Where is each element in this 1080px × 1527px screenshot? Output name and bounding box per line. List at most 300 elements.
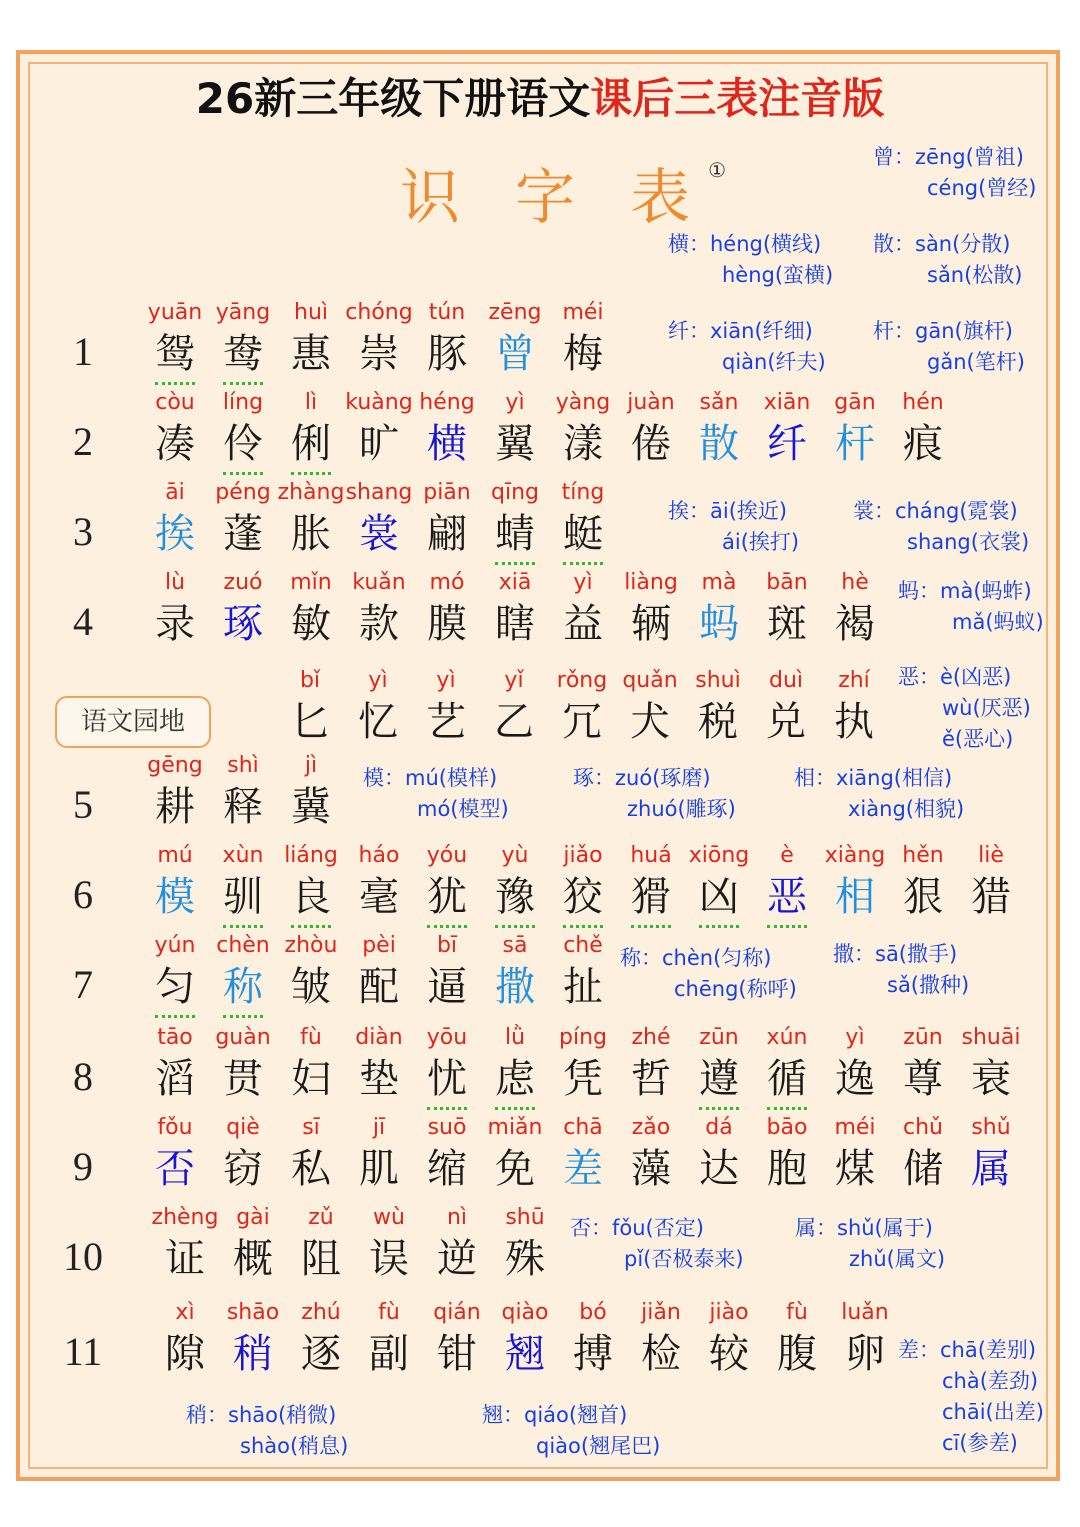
hanzi: 差 [563, 1146, 603, 1192]
note-reading: qiào(翘尾巴) [536, 1434, 661, 1458]
character-cell [344, 480, 414, 562]
pinyin: jiào [709, 1300, 749, 1325]
hanzi: 窃 [223, 1146, 263, 1192]
hanzi: 忧 [427, 1051, 467, 1110]
character-cell [140, 1115, 210, 1197]
hanzi: 翘 [505, 1331, 545, 1377]
character-cell [412, 390, 482, 472]
pinyin: lì [304, 390, 318, 415]
pinyin: shǔ [971, 1115, 1011, 1140]
hanzi: 虑 [495, 1051, 535, 1110]
row-number: 10 [63, 1234, 103, 1279]
character-cell [218, 1300, 288, 1382]
note-line [898, 1428, 1044, 1459]
pinyin: zhú [301, 1300, 341, 1325]
hanzi: 遵 [699, 1051, 739, 1110]
note-reading: ái(挨打) [722, 530, 800, 554]
pinyin: rǒng [556, 668, 608, 693]
pinyin: yún [154, 933, 196, 958]
hanzi: 释 [223, 784, 263, 830]
subtitle-footnote-mark: ① [708, 158, 727, 182]
character-cell [480, 570, 550, 652]
hanzi: 凶 [699, 869, 739, 928]
character-cell [820, 570, 890, 652]
hanzi: 证 [165, 1236, 205, 1282]
note-char: 散： [873, 232, 915, 256]
character-cell [888, 390, 958, 472]
section-subtitle [400, 150, 726, 236]
pinyin: hěn [902, 843, 944, 868]
note-reading: sǎn(松散) [927, 263, 1023, 287]
note-line [898, 693, 1031, 724]
pinyin: tíng [561, 480, 605, 505]
pinyin: liè [978, 843, 1004, 868]
note-reading: sā(撒手) [875, 942, 958, 966]
hanzi: 翩 [427, 511, 467, 557]
note-line [898, 1366, 1044, 1397]
character-cell [412, 843, 482, 928]
note-reading: mǎ(蚂蚁) [952, 610, 1044, 634]
note-line [573, 794, 736, 825]
note-line [898, 576, 1044, 607]
character-cell [684, 570, 754, 652]
pinyin: shuāi [961, 1025, 1021, 1050]
pinyin: chě [563, 933, 603, 958]
hanzi: 缩 [427, 1146, 467, 1192]
pinyin: suō [427, 1115, 467, 1140]
pinyin: gān [834, 390, 876, 415]
pinyin: xì [175, 1300, 195, 1325]
pinyin: mó [429, 570, 465, 595]
character-cell [616, 1025, 686, 1107]
pinyin: è [780, 843, 794, 868]
pinyin: huá [630, 843, 672, 868]
character-cell [276, 300, 346, 382]
note-reading: ě(恶心) [942, 727, 1014, 751]
pinyin: jiǎn [641, 1300, 681, 1325]
pinyin: zhé [631, 1025, 671, 1050]
pinyin: mà [701, 570, 737, 595]
pinyin: xiōng [688, 843, 750, 868]
character-cell [956, 1115, 1026, 1197]
note-reading: sàn(分散) [915, 232, 1011, 256]
pinyin: zūn [699, 1025, 739, 1050]
character-cell [548, 933, 618, 1015]
row-number: 1 [73, 329, 93, 374]
character-cell [276, 390, 346, 475]
note-line [668, 229, 833, 260]
character-cell [344, 300, 414, 382]
character-cell [480, 480, 550, 565]
hanzi: 隙 [165, 1331, 205, 1377]
character-cell [208, 1025, 278, 1107]
character-cell [616, 390, 686, 472]
character-cell [412, 570, 482, 652]
hanzi: 挨 [155, 511, 195, 557]
note-reading: xiāng(相信) [836, 766, 953, 790]
pinyin: zuó [223, 570, 263, 595]
polyphone-note [668, 316, 826, 378]
hanzi: 配 [359, 964, 399, 1010]
hanzi: 胞 [767, 1146, 807, 1192]
hanzi: 犬 [630, 699, 670, 745]
note-line [795, 1213, 945, 1244]
hanzi: 副 [369, 1331, 409, 1377]
character-cell [752, 1025, 822, 1110]
note-char: 差： [898, 1338, 940, 1362]
note-reading: mà(蚂蚱) [940, 579, 1032, 603]
note-reading: chèn(匀称) [662, 946, 772, 970]
pinyin: chèn [216, 933, 270, 958]
note-reading: cī(参差) [942, 1431, 1018, 1455]
hanzi: 逼 [427, 964, 467, 1010]
note-line [570, 1213, 744, 1244]
pinyin: hè [841, 570, 869, 595]
hanzi: 逐 [301, 1331, 341, 1377]
hanzi: 储 [903, 1146, 943, 1192]
pinyin: zēng [488, 300, 542, 325]
character-cell [684, 1025, 754, 1110]
note-line [873, 316, 1025, 347]
character-cell [344, 933, 414, 1015]
note-line [620, 974, 797, 1005]
pinyin: shuì [695, 668, 741, 693]
hanzi: 较 [709, 1331, 749, 1377]
note-char: 裳： [853, 499, 895, 523]
note-char: 蚂： [898, 579, 940, 603]
character-cell [616, 843, 686, 928]
character-cell [344, 1025, 414, 1107]
note-char: 撒： [833, 942, 875, 966]
note-line [363, 763, 509, 794]
pinyin: nì [446, 1205, 468, 1230]
pinyin: méi [834, 1115, 876, 1140]
pinyin: qiào [501, 1300, 549, 1325]
hanzi: 冗 [562, 699, 602, 745]
character-cell [956, 843, 1026, 925]
pinyin: yāng [215, 300, 271, 325]
note-reading: chāi(出差) [942, 1400, 1044, 1424]
pinyin: zhàng [277, 480, 345, 505]
pinyin: kuàng [345, 390, 413, 415]
hanzi: 录 [155, 601, 195, 647]
hanzi: 散 [699, 421, 739, 467]
character-cell [344, 843, 414, 925]
pinyin: lǜ [504, 1025, 526, 1050]
character-cell [762, 1300, 832, 1382]
character-cell [888, 843, 958, 925]
polyphone-note [833, 939, 969, 1001]
note-char: 否： [570, 1216, 612, 1240]
pinyin: zūn [903, 1025, 943, 1050]
pinyin: yóu [426, 843, 468, 868]
character-cell [140, 1025, 210, 1107]
hanzi: 毫 [359, 874, 399, 920]
pinyin: fù [300, 1025, 322, 1050]
pinyin: liáng [284, 843, 338, 868]
character-cell [276, 480, 346, 562]
pinyin: xiàng [824, 843, 886, 868]
hanzi: 旷 [359, 421, 399, 467]
note-line [668, 527, 799, 558]
character-cell [286, 1300, 356, 1382]
hanzi: 忆 [358, 699, 398, 745]
hanzi: 垫 [359, 1056, 399, 1102]
pinyin: yì [845, 1025, 865, 1050]
character-cell [422, 1300, 492, 1382]
character-cell [208, 753, 278, 835]
character-cell [354, 1300, 424, 1382]
pinyin: yōu [426, 1025, 468, 1050]
hanzi: 哲 [631, 1056, 671, 1102]
hanzi: 斑 [767, 601, 807, 647]
hanzi: 曾 [495, 331, 535, 377]
pinyin: zhí [838, 668, 870, 693]
character-cell [276, 1115, 346, 1197]
hanzi: 阻 [301, 1236, 341, 1282]
hanzi: 杆 [835, 421, 875, 467]
pinyin: tún [428, 300, 466, 325]
hanzi: 裳 [359, 511, 399, 557]
character-cell [480, 843, 550, 928]
pinyin: xùn [222, 843, 264, 868]
hanzi: 扯 [563, 964, 603, 1010]
hanzi: 崇 [359, 331, 399, 377]
polyphone-note [573, 763, 736, 825]
pinyin: jī [372, 1115, 386, 1140]
pinyin: yì [436, 668, 456, 693]
pinyin: fǒu [157, 1115, 193, 1140]
row-number: 11 [63, 1329, 103, 1374]
character-cell [344, 1115, 414, 1197]
pinyin: píng [559, 1025, 607, 1050]
pinyin: háo [358, 843, 400, 868]
hanzi: 胀 [291, 511, 331, 557]
character-cell [140, 753, 210, 835]
pinyin: bī [436, 933, 458, 958]
pinyin: āi [165, 480, 185, 505]
character-cell [276, 570, 346, 652]
pinyin: dá [705, 1115, 733, 1140]
character-cell [752, 1115, 822, 1197]
hanzi: 概 [233, 1236, 273, 1282]
note-line [794, 763, 964, 794]
pinyin: chóng [345, 300, 413, 325]
pinyin: líng [222, 390, 264, 415]
character-cell [208, 570, 278, 652]
pinyin: bǐ [299, 668, 321, 693]
pinyin: qián [433, 1300, 481, 1325]
pinyin: yàng [555, 390, 611, 415]
character-cell [412, 480, 482, 562]
hanzi: 卵 [845, 1331, 885, 1377]
row-number: 6 [73, 872, 93, 917]
character-cell [344, 570, 414, 652]
character-cell [752, 843, 822, 928]
note-reading: è(凶恶) [940, 665, 1012, 689]
pinyin: tāo [157, 1025, 193, 1050]
pinyin: wù [373, 1205, 405, 1230]
note-char: 恶： [898, 665, 940, 689]
pinyin: xiā [498, 570, 532, 595]
pinyin: huì [294, 300, 328, 325]
character-cell [490, 1205, 560, 1287]
pinyin: shū [505, 1205, 545, 1230]
character-cell [208, 480, 278, 562]
hanzi: 梅 [563, 331, 603, 377]
character-cell [820, 390, 890, 472]
note-line [668, 316, 826, 347]
pinyin: guàn [215, 1025, 271, 1050]
pinyin: hén [902, 390, 944, 415]
character-cell [956, 1025, 1026, 1107]
hanzi: 凭 [563, 1056, 603, 1102]
pinyin: jiǎo [563, 843, 603, 868]
hanzi: 伶 [223, 416, 263, 475]
note-line [898, 1335, 1044, 1366]
character-cell [490, 1300, 560, 1382]
note-reading: fǒu(否定) [612, 1216, 704, 1240]
pinyin: lù [164, 570, 186, 595]
polyphone-note [853, 496, 1029, 558]
character-cell [751, 668, 821, 750]
hanzi: 犹 [427, 869, 467, 928]
character-cell [819, 668, 889, 750]
hanzi: 蚂 [699, 601, 739, 647]
hanzi: 狡 [563, 869, 603, 928]
character-cell [412, 1025, 482, 1110]
character-cell [820, 843, 890, 925]
character-cell [354, 1205, 424, 1287]
pinyin: bó [579, 1300, 607, 1325]
hanzi: 凑 [155, 421, 195, 467]
hanzi: 否 [155, 1146, 195, 1192]
note-line [898, 662, 1031, 693]
hanzi: 纤 [767, 421, 807, 467]
pinyin: mǐn [290, 570, 332, 595]
row-number: 9 [73, 1144, 93, 1189]
note-char: 模： [363, 766, 405, 790]
polyphone-note [794, 763, 964, 825]
note-reading: pǐ(否极泰来) [624, 1247, 744, 1271]
hanzi: 豫 [495, 869, 535, 928]
polyphone-note [620, 943, 797, 1005]
pinyin: miǎn [487, 1115, 543, 1140]
hanzi: 称 [223, 959, 263, 1018]
hanzi: 循 [767, 1051, 807, 1110]
hanzi: 私 [291, 1146, 331, 1192]
note-reading: zhuó(雕琢) [627, 797, 736, 821]
note-char: 横： [668, 232, 710, 256]
note-reading: qiàn(纤夫) [722, 350, 826, 374]
note-line [898, 1397, 1044, 1428]
note-line [668, 260, 833, 291]
hanzi: 瞎 [495, 601, 535, 647]
hanzi: 款 [359, 601, 399, 647]
hanzi: 兑 [766, 699, 806, 745]
character-cell [684, 390, 754, 472]
hanzi: 驯 [223, 869, 263, 928]
note-reading: shào(稍息) [240, 1434, 349, 1458]
row-number: 7 [73, 962, 93, 1007]
note-reading: xiàng(相貌) [848, 797, 965, 821]
pinyin: xiān [763, 390, 811, 415]
pinyin: yì [573, 570, 593, 595]
hanzi: 逸 [835, 1056, 875, 1102]
character-cell [615, 668, 685, 750]
pinyin: héng [419, 390, 475, 415]
character-cell [548, 843, 618, 928]
note-line [186, 1400, 348, 1431]
hanzi: 煤 [835, 1146, 875, 1192]
row-number: 8 [73, 1054, 93, 1099]
hanzi: 褐 [835, 601, 875, 647]
character-cell [276, 1025, 346, 1107]
note-char: 杆： [873, 319, 915, 343]
note-reading: chà(差劲) [942, 1369, 1039, 1393]
polyphone-note [363, 763, 509, 825]
character-cell [888, 1115, 958, 1197]
note-reading: shǔ(属于) [837, 1216, 933, 1240]
note-reading: zhǔ(属文) [849, 1247, 946, 1271]
pinyin: zhèng [151, 1205, 219, 1230]
polyphone-note [898, 576, 1044, 638]
note-line [873, 347, 1025, 378]
pinyin: shāo [226, 1300, 280, 1325]
title-black: 26新三年级下册语文 [195, 74, 591, 123]
polyphone-note [873, 316, 1025, 378]
character-cell [276, 753, 346, 835]
pinyin: bāo [766, 1115, 808, 1140]
character-cell [830, 1300, 900, 1382]
hanzi: 搏 [573, 1331, 613, 1377]
character-cell [412, 300, 482, 382]
pinyin: péng [215, 480, 271, 505]
note-reading: mó(模型) [417, 797, 509, 821]
character-cell [140, 843, 210, 925]
pinyin: mú [157, 843, 193, 868]
hanzi: 滔 [155, 1056, 195, 1102]
pinyin: fù [786, 1300, 808, 1325]
character-cell [411, 668, 481, 750]
pinyin: chǔ [903, 1115, 943, 1140]
note-line [873, 260, 1023, 291]
pinyin: qīng [491, 480, 539, 505]
character-cell [548, 1025, 618, 1107]
note-line [573, 763, 736, 794]
character-cell [140, 570, 210, 652]
character-cell [616, 1115, 686, 1197]
note-char: 曾： [873, 145, 915, 169]
hanzi: 逆 [437, 1236, 477, 1282]
character-cell [140, 480, 210, 562]
hanzi: 皱 [291, 964, 331, 1010]
note-reading: cháng(霓裳) [895, 499, 1018, 523]
hanzi: 俐 [291, 416, 331, 475]
pinyin: zǎo [631, 1115, 671, 1140]
note-reading: hèng(蛮横) [722, 263, 834, 287]
hanzi: 辆 [631, 601, 671, 647]
character-cell [820, 1115, 890, 1197]
hanzi: 膜 [427, 601, 467, 647]
note-reading: zēng(曾祖) [915, 145, 1024, 169]
character-cell [208, 843, 278, 928]
note-char: 属： [795, 1216, 837, 1240]
hanzi: 达 [699, 1146, 739, 1192]
note-char: 相： [794, 766, 836, 790]
character-cell [684, 1115, 754, 1197]
polyphone-note [873, 229, 1023, 291]
